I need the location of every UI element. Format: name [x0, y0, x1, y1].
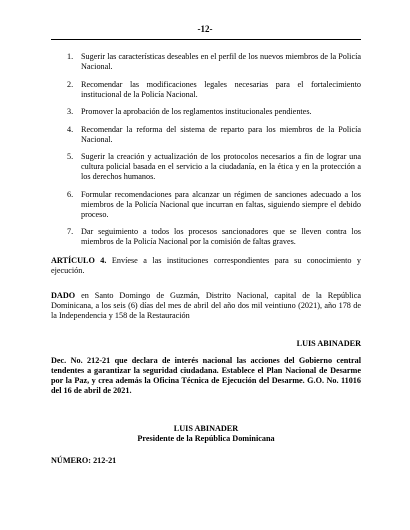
numbered-list — [51, 52, 361, 255]
list-item-text: Dar seguimiento a todos los procesos sancionadores que se lleven contra los miembros de la Policía Nacional por la comisión de faltas graves. — [81, 227, 361, 246]
dado-text: en Santo Domingo de Guzmán, Distrito Nacional, capital de la República Dominicana, a los seis (6) días del mes de abril del año dos mil veintiuno (2021), año 178 de la Independencia y 158 de la Restauración — [51, 291, 361, 320]
list-item-text: Recomendar las modificaciones legales necesarias para el fortalecimiento institucional de la Policía Nacional. — [81, 79, 361, 99]
page-number: -12- — [197, 24, 213, 34]
list-item-number: 1. — [67, 52, 74, 61]
article-text: Envíese a las instituciones correspondientes para su conocimiento y ejecución. — [51, 256, 361, 275]
list-item-number: 2. — [67, 79, 74, 89]
dado-paragraph — [51, 291, 361, 321]
list-item-text: Formular recomendaciones para alcanzar un régimen de sanciones adecuado a los miembros de la Policía Nacional que incurran en faltas, siguiendo siempre el debido proceso. — [81, 189, 361, 219]
signature-block-name: LUIS ABINADER — [173, 424, 239, 433]
article-4-paragraph — [51, 256, 361, 276]
list-item — [51, 125, 361, 145]
list-item — [51, 227, 361, 247]
decree-summary: Dec. No. 212-21 que declara de interés nacional las acciones del Gobierno central tendentes a garantizar la seguridad ciudadana. Establece el Plan Nacional de Desarme por la Paz, y crea además la Oficina Técnica de Ejecución del Desarme. G.O. No. 11016 del 16 de abril de 2021. — [51, 356, 361, 395]
list-item-number: 7. — [67, 227, 74, 236]
list-item-text: Sugerir la creación y actualización de los protocolos necesarios a fin de lograr una cultura policial basada en el servicio a la ciudadanía, en la ética y en la protección a los derechos humanos. — [81, 152, 361, 181]
list-item — [51, 52, 361, 72]
dado-label: DADO — [51, 291, 76, 300]
header-rule — [51, 39, 361, 40]
list-item-text: Sugerir las características deseables en el perfil de los nuevos miembros de la Policía Nacional. — [81, 52, 361, 71]
list-item-text: Promover la aprobación de los reglamentos institucionales pendientes. — [81, 107, 312, 116]
signature-name: LUIS ABINADER — [296, 339, 361, 348]
list-item — [51, 190, 361, 220]
decree-number: NÚMERO: 212-21 — [51, 456, 117, 465]
list-item — [51, 80, 361, 100]
list-item-text: Recomendar la reforma del sistema de reparto para los miembros de la Policía Nacional. — [81, 124, 361, 144]
list-item-number: 3. — [67, 107, 74, 116]
list-item-number: 6. — [67, 189, 74, 199]
list-item-number: 4. — [67, 124, 74, 134]
list-item — [51, 152, 361, 182]
list-item — [51, 107, 361, 117]
signature-block-title: Presidente de la República Dominicana — [137, 434, 275, 443]
article-label: ARTÍCULO 4. — [51, 256, 107, 265]
list-item-number: 5. — [67, 152, 74, 161]
